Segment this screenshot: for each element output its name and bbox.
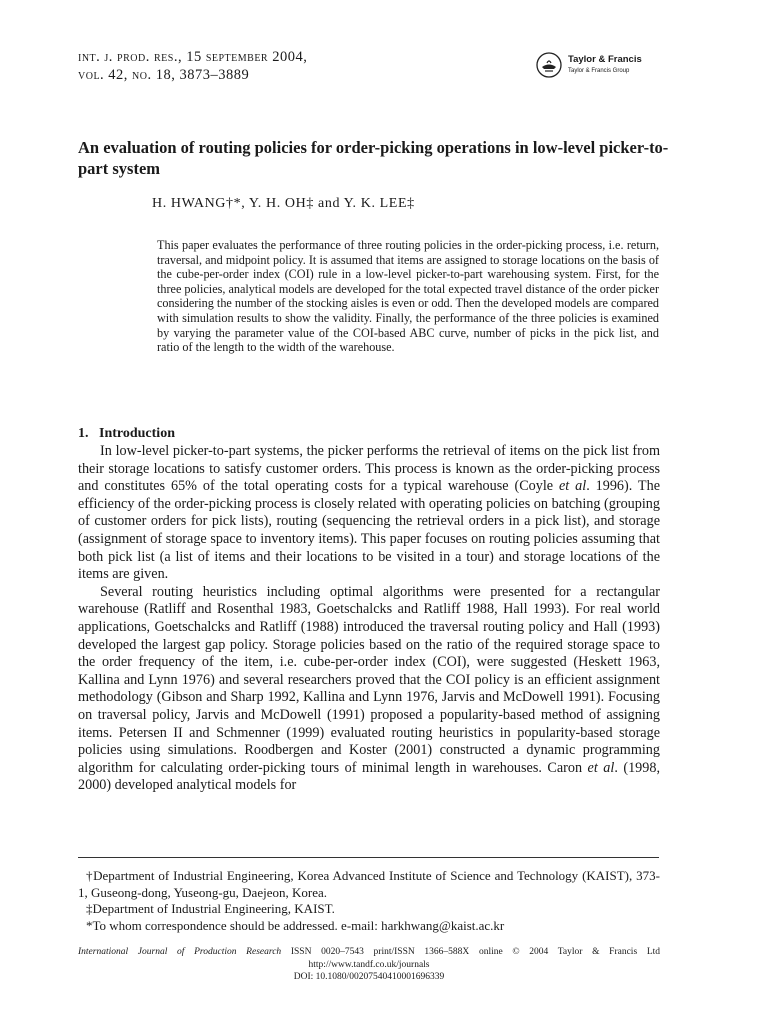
- footer-doi: DOI: 10.1080/00207540410001696339: [293, 972, 445, 982]
- publisher-logo: [536, 52, 642, 78]
- journal-citation-line: int. j. prod. res., 15 september 2004,: [78, 49, 308, 65]
- footnotes: [78, 868, 660, 934]
- footnote-divider: [78, 857, 659, 858]
- footnote: *To whom correspondence should be addressed. e-mail: harkhwang@kaist.ac.kr: [86, 917, 505, 933]
- paragraph: In low-level picker-to-part systems, the picker performs the retrieval of items on the pick list from their storage locations to satisfy customer orders. This process is known as the order-picking process and constitutes 65% of the total operating costs for a typical warehouse (Coyle et al. 1996). The efficiency of the order-picking process is closely related with operating policies on batching (grouping of customer orders for pick lists), routing (sequencing the retrieval orders in a pick list), and storage (assignment of storage space to inventory items). This paper focuses on routing policies assuming that both pick list (a list of items and their locations to be visited in a tour) and storage locations of the items are given.: [78, 443, 660, 583]
- section-title: Introduction: [99, 426, 175, 441]
- volume-line: vol. 42, no. 18, 3873–3889: [78, 67, 250, 83]
- abstract: This paper evaluates the performance of three routing policies in the order-picking process, i.e. return, traversal, and midpoint policy. It is assumed that items are assigned to storage locations on the basis of the cube-per-order index (COI) rule in a low-level picker-to-part warehousing system. First, for the three policies, analytical models are developed for the total expected travel distance of the order picker considering the number of the stocking aisles is even or odd. Then the developed models are compared with simulation results to show the validity. Finally, the performance of the three policies is examined by varying the parameter value of the COI-based ABC curve, number of picks in the pick list, and ratio of the length to the width of the warehouse.: [157, 238, 659, 355]
- body-text: [78, 443, 660, 795]
- footnote: †Department of Industrial Engineering, Korea Advanced Institute of Science and Technology (KAIST), 373-1, Guseong-dong, Yuseong-gu, Daejeon, Korea.: [78, 868, 660, 900]
- paragraph: Several routing heuristics including optimal algorithms were presented for a rectangular warehouse (Ratliff and Rosenthal 1983, Goetschalcks and Ratliff 1988, Hall 1993). For real world applications, Goetschalcks and Ratliff (1988) introduced the traversal routing policy and Hall (1993) developed the largest gap policy. Storage policies based on the ratio of the required storage space to the order frequency of the item, i.e. cube-per-order index (COI), were suggested (Heskett 1963, Kallina and Lynn 1976) and several researchers proved that the COI policy is an efficient assignment methodology (Gibson and Sharp 1992, Kallina and Lynn 1976, Jarvis and McDowell 1991). Focusing on traversal policy, Jarvis and McDowell (1991) proposed a popularity-based method of assigning items. Petersen II and Schmenner (1999) evaluated routing heuristics in popularity-based storage policies using simulations. Roodbergen and Koster (2001) constructed a dynamic programming algorithm for calculating order-picking tours of minimal length in warehouses. Caron et al. (1998, 2000) developed analytical models for: [78, 583, 660, 794]
- publisher-group: Taylor & Francis Group: [568, 67, 630, 74]
- author-list: H. HWANG†*, Y. H. OH‡ and Y. K. LEE‡: [152, 196, 415, 211]
- section-heading: [78, 426, 175, 442]
- footnote: ‡Department of Industrial Engineering, KAIST.: [86, 901, 335, 916]
- footer-url: http://www.tandf.co.uk/journals: [308, 959, 430, 970]
- publisher-lamp-icon: [536, 52, 562, 78]
- page-footer: [78, 946, 660, 984]
- footer-journal-line: International Journal of Production Research ISSN 0020–7543 print/ISSN 1366–588X online © 2004 Taylor & Francis Ltd: [78, 947, 661, 957]
- paper-title: An evaluation of routing policies for order-picking operations in low-level picker-to-part system: [78, 138, 669, 178]
- section-number: 1.: [78, 426, 89, 441]
- publisher-name: Taylor & Francis: [568, 53, 642, 65]
